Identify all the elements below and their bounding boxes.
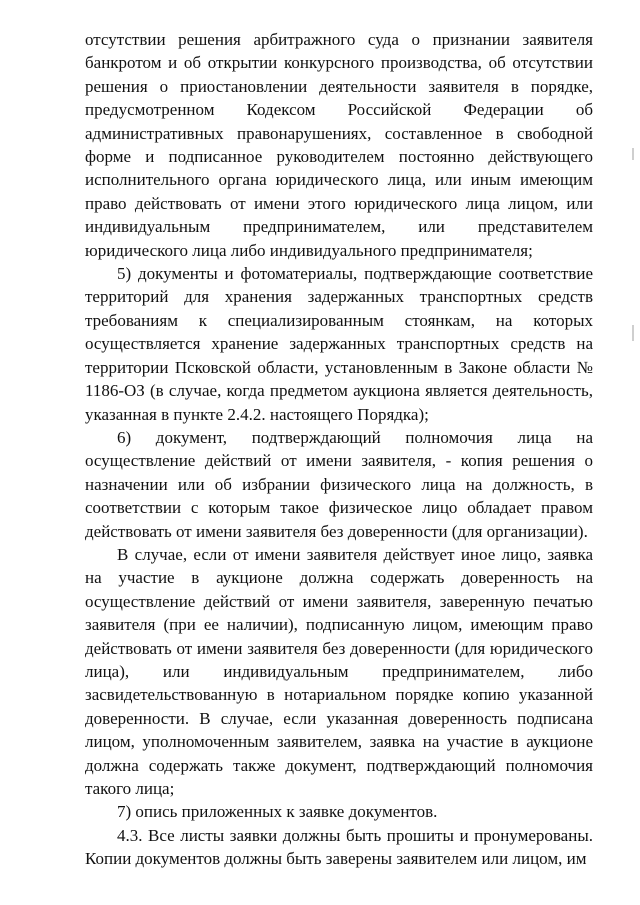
paragraph-4-3: 4.3. Все листы заявки должны быть прошиты и пронумерованы. Копии документов должны быть заверены заявителем или лицом, им: [85, 825, 593, 869]
scan-edge-mark: [632, 325, 634, 341]
paragraph-continuation: отсутствии решения арбитражного суда о признании заявителя банкротом и об открытии конкурсного производства, об отсутствии решения о приостановлении деятельности заявителя в порядке, предусмотренном Кодексом Российской Федерации об административных правонарушениях, составленное в свободной форме и подписанное руководителем постоянно действующего исполнительного органа юридического лица, или иным имеющим право действовать от имени этого юридического лица лицом, или индивидуальным предпринимателем, или представителем юридического лица либо индивидуального предпринимателя;: [85, 30, 593, 260]
paragraph-item-6: 6) документ, подтверждающий полномочия лица на осуществление действий от имени заявителя, - копия решения о назначении или об избрании физического лица на должность, в соответствии с которым такое физическое лицо обладает правом действовать от имени заявителя без доверенности (для организации).: [85, 427, 593, 541]
paragraph-item-5: 5) документы и фотоматериалы, подтверждающие соответствие территорий для хранения задержанных транспортных средств требованиям к специализированным стоянкам, на которых осуществляется хранение задержанных транспортных средств на территории Псковской области, установленным в Законе области № 1186-ОЗ (в случае, когда предметом аукциона является деятельность, указанная в пункте 2.4.2. настоящего Порядка);: [85, 264, 593, 424]
scan-edge-mark: [632, 148, 634, 160]
paragraph-item-7: 7) опись приложенных к заявке документов.: [117, 802, 438, 822]
paragraph-proxy: В случае, если от имени заявителя действует иное лицо, заявка на участие в аукционе должна содержать доверенность на осуществление действий от имени заявителя, заверенную печатью заявителя (при ее наличии), подписанную лицом, имеющим право действовать от имени заявителя без доверенности (для юридического лица), или индивидуальным предпринимателем, либо засвидетельствованную в нотариальном порядке копию указанной доверенности. В случае, если указанная доверенность подписана лицом, уполномоченным заявителем, заявка на участие в аукционе должна содержать также документ, подтверждающий полномочия такого лица;: [85, 544, 593, 798]
document-body: [85, 28, 593, 871]
